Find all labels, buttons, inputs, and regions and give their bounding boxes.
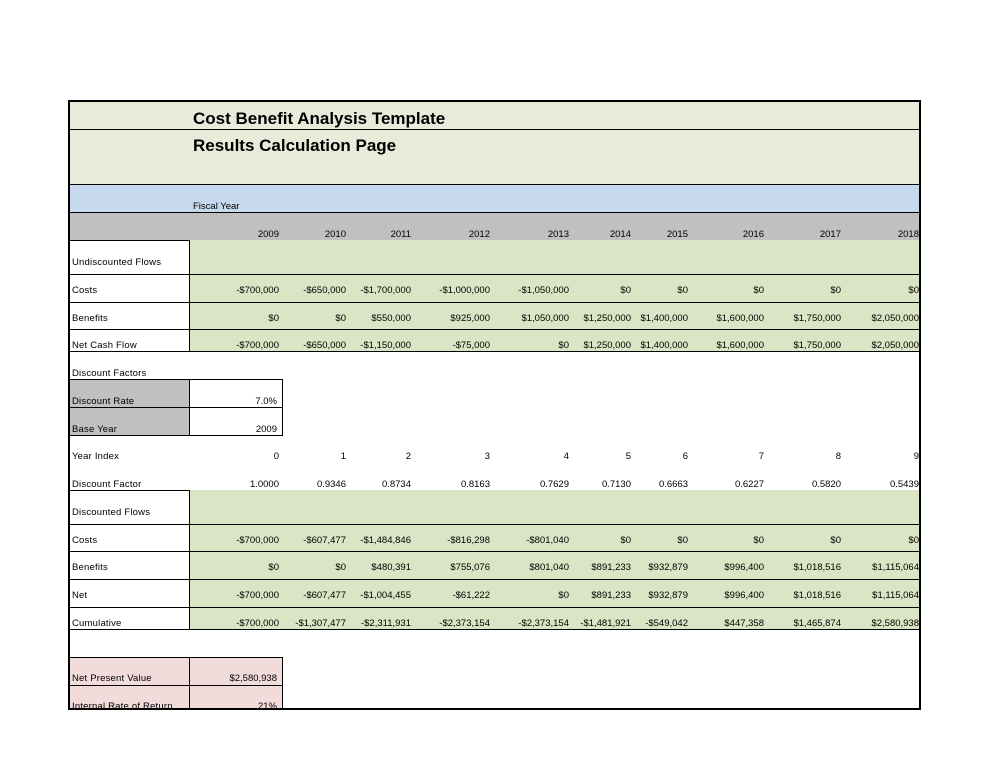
undiscounted-cell[interactable]: -$75,000 (452, 340, 490, 351)
discounted-cell[interactable]: $1,465,874 (793, 618, 841, 629)
discounted-cell[interactable]: $0 (268, 562, 279, 573)
discounted-cell[interactable]: -$816,298 (447, 535, 490, 546)
undiscounted-cell[interactable]: $0 (753, 285, 764, 296)
year-header-cell: 2014 (609, 229, 631, 240)
undiscounted-row-label: Costs (72, 285, 98, 296)
discounted-cell[interactable]: $755,076 (450, 562, 490, 573)
discounted-cell[interactable]: -$2,311,931 (360, 618, 411, 629)
discounted-cell[interactable]: -$2,373,154 (439, 618, 490, 629)
fiscal-year-label: Fiscal Year (193, 201, 240, 212)
undiscounted-cell[interactable]: $2,050,000 (871, 340, 919, 351)
discounted-row-label: Cumulative (72, 618, 122, 629)
discounted-cell[interactable]: -$61,222 (452, 590, 490, 601)
undiscounted-cell[interactable]: $1,400,000 (640, 340, 688, 351)
base-year-label: Base Year (72, 424, 118, 435)
undiscounted-cell[interactable]: $1,250,000 (583, 313, 631, 324)
year-header-cell: 2010 (324, 229, 346, 240)
discount-factor-cell: 0.8734 (381, 479, 411, 490)
year-header-cell: 2017 (819, 229, 841, 240)
year-index-cell: 8 (835, 451, 841, 462)
undiscounted-cell[interactable]: $1,400,000 (640, 313, 688, 324)
discounted-cell[interactable]: $0 (677, 535, 688, 546)
discounted-band (190, 490, 921, 629)
undiscounted-cell[interactable]: $0 (558, 340, 569, 351)
discounted-cell[interactable]: $0 (558, 590, 569, 601)
discounted-cell[interactable]: -$607,477 (303, 535, 346, 546)
discounted-section-label: Discounted Flows (72, 507, 151, 518)
discounted-cell[interactable]: $1,115,064 (872, 590, 919, 601)
undiscounted-cell[interactable]: $1,750,000 (793, 340, 841, 351)
discounted-cell[interactable]: $1,018,516 (793, 562, 841, 573)
undiscounted-row-label: Benefits (72, 313, 108, 324)
year-index-cell: 1 (340, 451, 346, 462)
discount-factor-cell: 0.7629 (539, 479, 569, 490)
year-header-cell: 2018 (897, 229, 919, 240)
discounted-cell[interactable]: $891,233 (591, 590, 631, 601)
discounted-cell[interactable]: $801,040 (529, 562, 569, 573)
discount-factor-cell: 0.6663 (658, 479, 688, 490)
discount-rate-value[interactable]: 7.0% (255, 396, 277, 407)
undiscounted-cell[interactable]: $1,050,000 (521, 313, 569, 324)
discounted-cell[interactable]: $932,879 (648, 562, 688, 573)
discount-factor-cell: 0.5820 (811, 479, 841, 490)
discount-factor-cell: 1.0000 (249, 479, 279, 490)
undiscounted-cell[interactable]: $1,250,000 (583, 340, 631, 351)
discount-factor-cell: 0.6227 (734, 479, 764, 490)
page-title: Cost Benefit Analysis Template (193, 109, 446, 128)
discounted-row-label: Benefits (72, 562, 108, 573)
undiscounted-cell[interactable]: -$700,000 (236, 285, 279, 296)
discounted-cell[interactable]: -$1,481,921 (580, 618, 631, 629)
year-index-cell: 3 (484, 451, 490, 462)
page-subtitle: Results Calculation Page (193, 136, 397, 155)
discounted-cell[interactable]: $0 (335, 562, 346, 573)
year-header-cell: 2013 (547, 229, 569, 240)
discounted-cell[interactable]: $1,115,064 (872, 562, 919, 573)
year-header-band (70, 213, 919, 240)
discount-rate-label: Discount Rate (72, 396, 135, 407)
discounted-cell[interactable]: -$549,042 (645, 618, 688, 629)
discounted-cell[interactable]: -$1,307,477 (295, 618, 346, 629)
year-index-cell: 5 (625, 451, 631, 462)
discount-factors-label: Discount Factors (72, 368, 147, 379)
year-index-cell: 0 (273, 451, 279, 462)
discount-factor-cell: 0.8163 (460, 479, 490, 490)
undiscounted-cell[interactable]: $2,050,000 (871, 313, 919, 324)
year-header-cell: 2016 (742, 229, 764, 240)
discounted-cell[interactable]: $0 (753, 535, 764, 546)
undiscounted-cell[interactable]: $0 (268, 313, 279, 324)
undiscounted-cell[interactable]: $550,000 (371, 313, 411, 324)
undiscounted-cell[interactable]: $925,000 (450, 313, 490, 324)
discounted-cell[interactable]: -$1,004,455 (360, 590, 411, 601)
undiscounted-cell[interactable]: -$1,050,000 (518, 285, 569, 296)
discounted-row-label: Net (72, 590, 88, 601)
undiscounted-cell[interactable]: -$650,000 (303, 285, 346, 296)
discounted-cell[interactable]: $932,879 (648, 590, 688, 601)
undiscounted-cell[interactable]: $0 (620, 285, 631, 296)
discount-factor-cell: 0.7130 (601, 479, 631, 490)
year-header-cell: 2012 (468, 229, 490, 240)
undiscounted-cell[interactable]: $0 (830, 285, 841, 296)
discounted-cell[interactable]: $0 (908, 535, 919, 546)
discounted-cell[interactable]: -$801,040 (526, 535, 569, 546)
spreadsheet-sheet (68, 100, 921, 710)
undiscounted-cell[interactable]: $1,750,000 (793, 313, 841, 324)
discounted-cell[interactable]: -$2,373,154 (518, 618, 569, 629)
irr-label: Internal Rate of Return (72, 701, 173, 710)
discounted-row-label: Costs (72, 535, 98, 546)
discounted-cell[interactable]: -$700,000 (236, 618, 279, 629)
year-index-label: Year Index (72, 451, 120, 462)
discounted-cell[interactable]: $447,358 (724, 618, 764, 629)
discounted-cell[interactable]: -$700,000 (236, 535, 279, 546)
discounted-cell[interactable]: $996,400 (724, 562, 764, 573)
irr-value: 21% (257, 701, 277, 710)
undiscounted-cell[interactable]: -$650,000 (303, 340, 346, 351)
discounted-cell[interactable]: $2,580,938 (871, 618, 919, 629)
base-year-value[interactable]: 2009 (255, 424, 277, 435)
year-index-cell: 9 (913, 451, 919, 462)
discount-factor-label: Discount Factor (72, 479, 142, 490)
discounted-cell[interactable]: $0 (830, 535, 841, 546)
undiscounted-section-label: Undiscounted Flows (72, 257, 162, 268)
year-index-cell: 4 (563, 451, 569, 462)
discounted-cell[interactable]: -$700,000 (236, 590, 279, 601)
undiscounted-cell[interactable]: -$1,000,000 (439, 285, 490, 296)
discounted-cell[interactable]: $891,233 (591, 562, 631, 573)
npv-label: Net Present Value (72, 673, 152, 684)
undiscounted-cell[interactable]: -$1,150,000 (360, 340, 411, 351)
discounted-cell[interactable]: $1,018,516 (793, 590, 841, 601)
undiscounted-cell[interactable]: $1,600,000 (716, 313, 764, 324)
undiscounted-cell[interactable]: -$700,000 (236, 340, 279, 351)
year-header-cell: 2015 (666, 229, 688, 240)
undiscounted-cell[interactable]: -$1,700,000 (360, 285, 411, 296)
undiscounted-cell[interactable]: $0 (908, 285, 919, 296)
discounted-cell[interactable]: $0 (620, 535, 631, 546)
undiscounted-cell[interactable]: $0 (335, 313, 346, 324)
year-index-cell: 6 (682, 451, 688, 462)
undiscounted-cell[interactable]: $0 (677, 285, 688, 296)
year-header-cell: 2011 (390, 229, 411, 240)
npv-value: $2,580,938 (229, 673, 277, 684)
discounted-cell[interactable]: $480,391 (371, 562, 411, 573)
undiscounted-row-label: Net Cash Flow (72, 340, 137, 351)
discounted-cell[interactable]: -$1,484,846 (360, 535, 411, 546)
discounted-cell[interactable]: $996,400 (724, 590, 764, 601)
year-index-cell: 7 (758, 451, 764, 462)
discounted-cell[interactable]: -$607,477 (303, 590, 346, 601)
discount-factor-cell: 0.5439 (889, 479, 919, 490)
year-index-cell: 2 (405, 451, 411, 462)
discount-factor-cell: 0.9346 (316, 479, 346, 490)
year-header-cell: 2009 (257, 229, 279, 240)
undiscounted-cell[interactable]: $1,600,000 (716, 340, 764, 351)
